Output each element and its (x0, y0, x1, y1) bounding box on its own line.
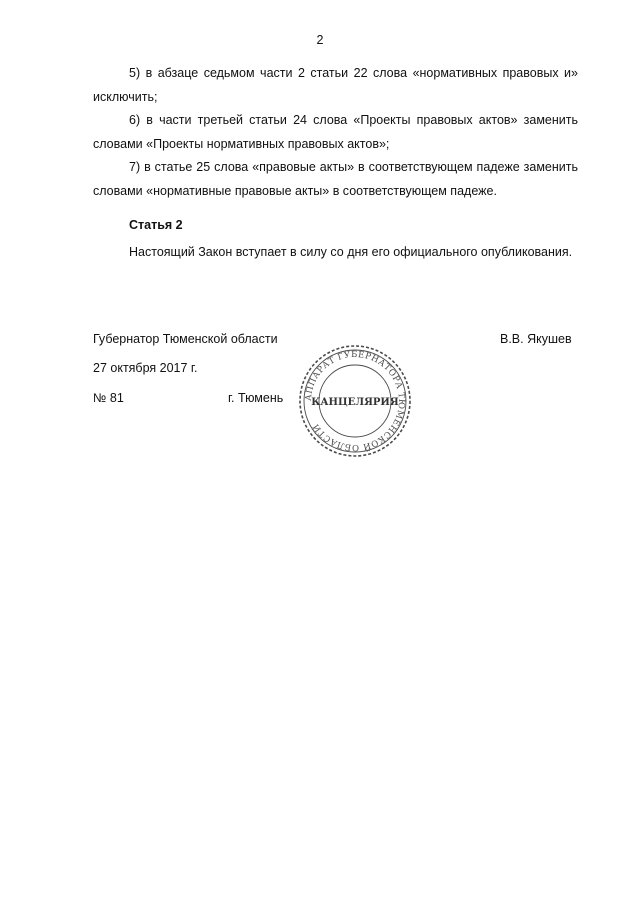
amendment-item: 7) в статье 25 слова «правовые акты» в соответствующем падеже заменить словами «нормативные правовые акты» в соответствующем падеже. (93, 160, 578, 198)
amendment-item: 5) в абзаце седьмом части 2 статьи 22 слова «нормативных правовых и» исключить; (93, 66, 578, 104)
amendment-item: 6) в части третьей статьи 24 слова «Проекты правовых актов» заменить словами «Проекты нормативных правовых актов»; (93, 113, 578, 151)
official-seal (295, 344, 415, 459)
signatory-position: Губернатор Тюменской области (93, 332, 278, 346)
seal-ring-text: АППАРАТ ГУБЕРНАТОРА ТЮМЕНСКОЙ ОБЛАСТИ (303, 349, 407, 453)
law-number: № 81 (93, 391, 124, 405)
page-number: 2 (316, 33, 324, 47)
article-text: Настоящий Закон вступает в силу со дня его официального опубликования. (129, 245, 573, 259)
law-date: 27 октября 2017 г. (93, 361, 198, 375)
amendments-list (93, 62, 578, 204)
law-place: г. Тюмень (228, 391, 284, 405)
article-heading: Статья 2 (129, 218, 183, 232)
signatory-name: В.В. Якушев (500, 332, 572, 346)
seal-center-text: КАНЦЕЛЯРИЯ (311, 397, 399, 408)
